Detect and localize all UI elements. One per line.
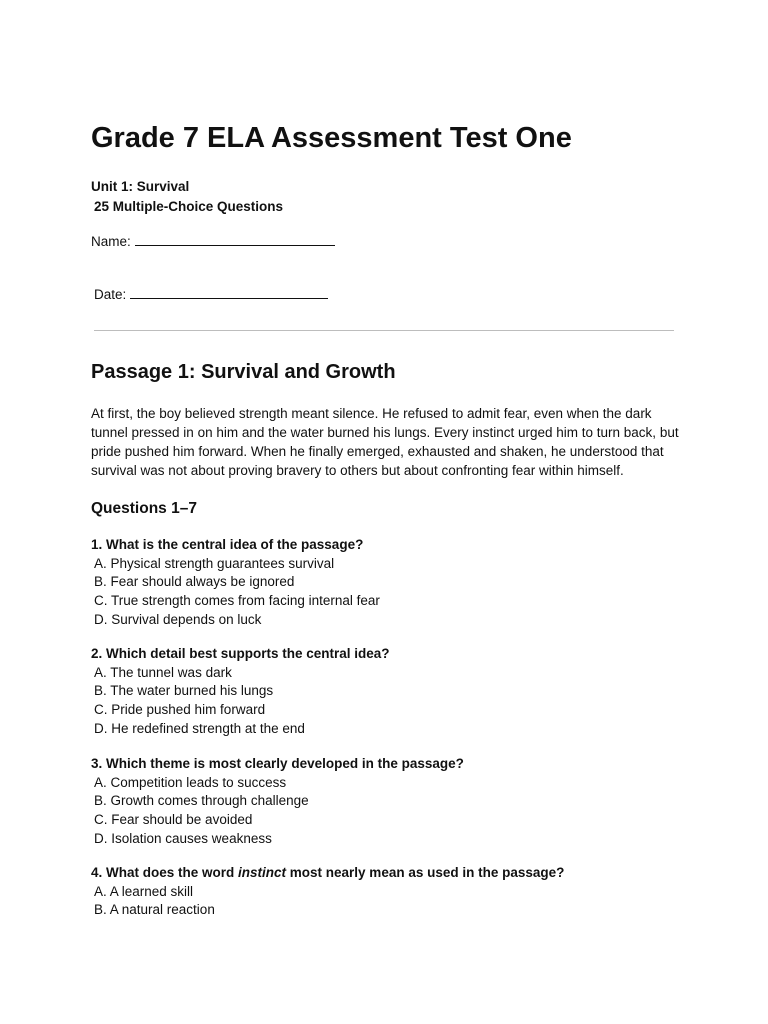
passage-text: At first, the boy believed strength meant silence. He refused to admit fear, even when the dark tunnel pressed in on him and the water burned his lungs. Every instinct urged him to turn back, but pride pushed him forward. When he finally emerged, exhausted and shaken, he understood that survival was not about proving bravery to others but about confronting fear within himself. [91, 406, 679, 478]
question-stem-start: 4. What does the word [91, 865, 239, 880]
answer-option[interactable]: C. Pride pushed him forward [94, 702, 266, 718]
question-count-label: 25 Multiple-Choice Questions [94, 199, 284, 214]
date-blank-line[interactable] [130, 286, 328, 299]
answer-option[interactable]: B. The water burned his lungs [94, 683, 274, 699]
page-title: Grade 7 ELA Assessment Test One [91, 122, 572, 154]
passage-title: Passage 1: Survival and Growth [91, 361, 396, 383]
answer-option[interactable]: B. A natural reaction [94, 902, 215, 918]
answer-option[interactable]: A. Competition leads to success [94, 774, 287, 790]
question-4 [91, 864, 681, 920]
answer-option[interactable]: D. Isolation causes weakness [94, 830, 272, 846]
answer-option[interactable]: A. Physical strength guarantees survival [94, 555, 335, 571]
name-label: Name: [91, 234, 131, 249]
horizontal-divider [94, 330, 674, 331]
question-stem: 1. What is the central idea of the passage? [91, 537, 364, 552]
unit-label: Unit 1: Survival [91, 179, 190, 194]
question-stem: 2. Which detail best supports the central idea? [91, 646, 390, 661]
question-1 [91, 536, 681, 630]
vocabulary-word: instinct [238, 865, 287, 880]
name-blank-line[interactable] [135, 233, 335, 246]
answer-option[interactable]: B. Growth comes through challenge [94, 793, 309, 809]
date-field [94, 286, 328, 302]
question-2 [91, 645, 681, 739]
answer-option[interactable]: C. True strength comes from facing internal fear [94, 593, 380, 609]
answer-option[interactable]: D. He redefined strength at the end [94, 720, 305, 736]
answer-option[interactable]: A. A learned skill [94, 883, 194, 899]
question-stem-end: most nearly mean as used in the passage? [286, 865, 565, 880]
question-stem [91, 864, 681, 883]
answer-option[interactable]: B. Fear should always be ignored [94, 574, 295, 590]
question-3 [91, 755, 681, 849]
name-field [91, 233, 335, 249]
answer-option[interactable]: A. The tunnel was dark [94, 664, 232, 680]
answer-option[interactable]: C. Fear should be avoided [94, 812, 253, 828]
answer-option[interactable]: D. Survival depends on luck [94, 611, 262, 627]
question-stem: 3. Which theme is most clearly developed in the passage? [91, 756, 464, 771]
date-label: Date: [94, 287, 127, 302]
questions-heading: Questions 1–7 [91, 500, 197, 517]
